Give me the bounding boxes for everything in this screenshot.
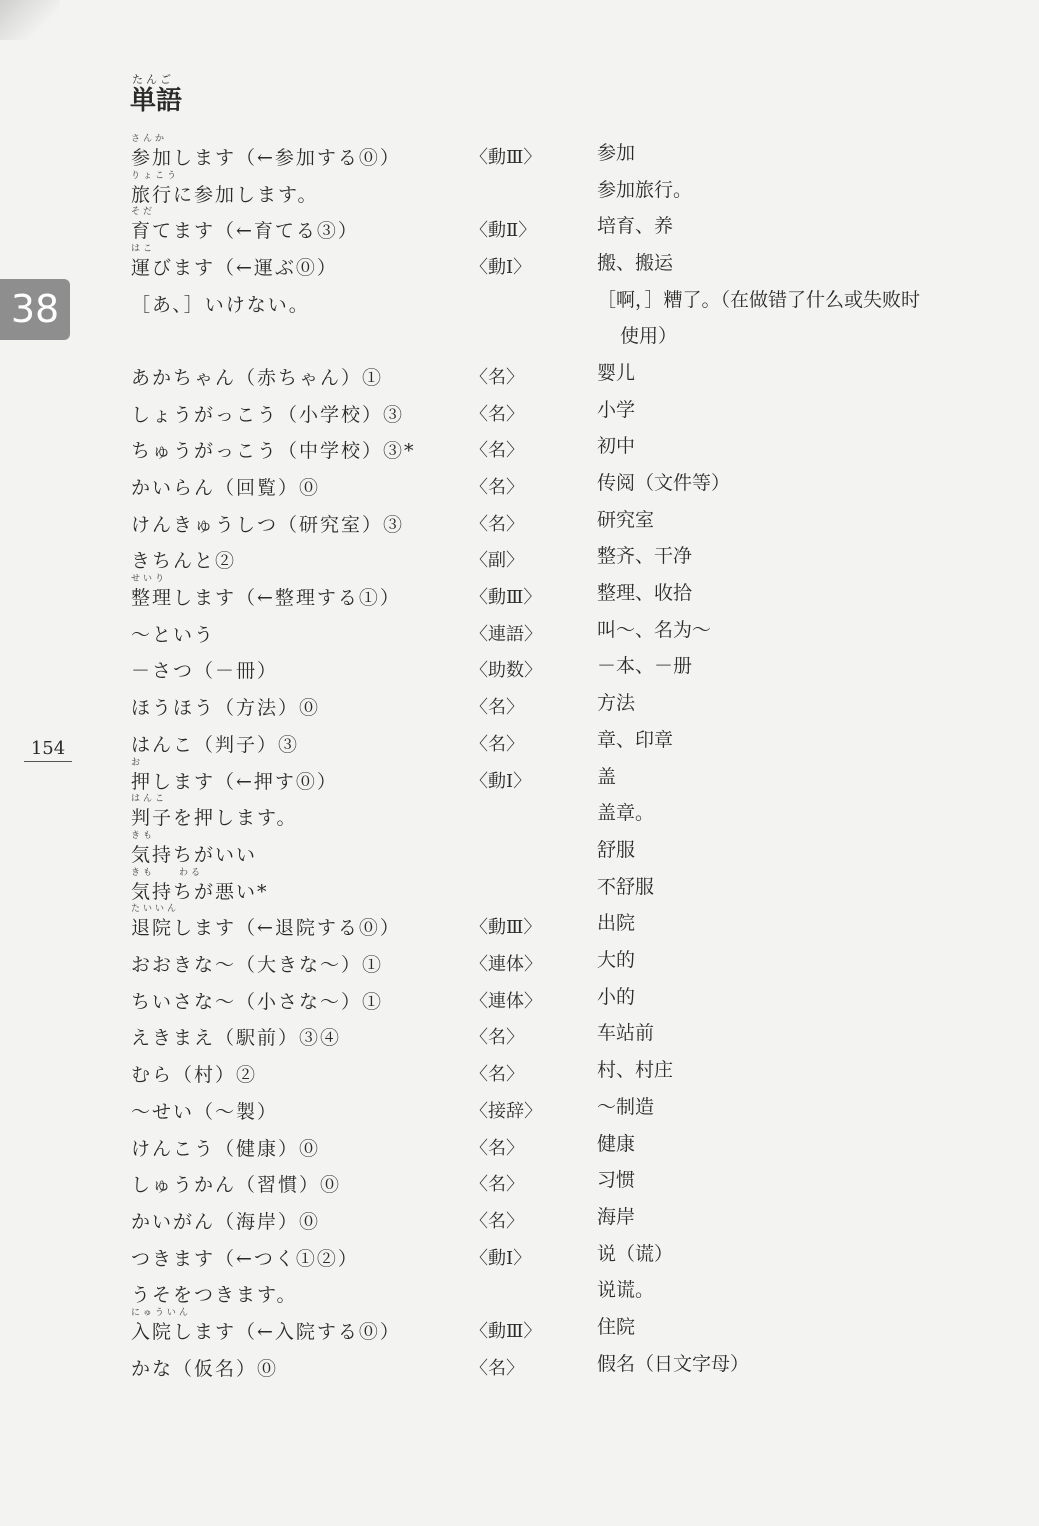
vocab-japanese: 旅行に参加します。 — [131, 183, 319, 206]
vocab-part-of-speech: 〈動Ⅱ〉 — [470, 220, 537, 242]
vocab-japanese: けんきゅうしつ（研究室）③ — [131, 513, 405, 536]
vocab-row — [0, 981, 1039, 1018]
vocab-japanese: 気持ちが悪い* — [131, 880, 269, 903]
vocab-row — [0, 944, 1039, 981]
vocab-japanese: おおきな～（大きな～）① — [131, 954, 384, 976]
vocab-part-of-speech: 〈副〉 — [470, 550, 524, 572]
vocab-chinese: 不舒服 — [597, 875, 655, 898]
vocab-part-of-speech: 〈連体〉 — [470, 954, 542, 975]
vocab-japanese: ちいさな～（小さな～）① — [131, 990, 384, 1013]
vocab-chinese: 培育、养 — [597, 215, 674, 238]
vocab-row — [0, 1017, 1039, 1054]
vocab-part-of-speech: 〈名〉 — [470, 476, 524, 498]
vocab-part-of-speech: 〈名〉 — [470, 1064, 524, 1086]
vocab-japanese: 育てます（←育てる③） — [131, 220, 359, 243]
vocab-chinese: 健康 — [597, 1132, 636, 1155]
vocab-part-of-speech: 〈名〉 — [470, 1137, 524, 1159]
heading-furigana: たんご — [132, 73, 174, 86]
vocab-japanese: 気持ちがいい — [131, 843, 258, 866]
vocab-chinese: 出院 — [597, 912, 636, 935]
vocab-part-of-speech: 〈名〉 — [470, 1174, 524, 1196]
vocab-furigana: お — [131, 757, 144, 768]
vocab-japanese: むら（村）② — [131, 1064, 258, 1087]
vocab-japanese: ほうほう（方法）⓪ — [131, 697, 321, 720]
vocab-chinese: 住院 — [597, 1316, 636, 1338]
vocab-row — [0, 1128, 1039, 1165]
heading-title: 単語 — [130, 86, 183, 116]
vocab-part-of-speech: 〈名〉 — [470, 403, 524, 425]
vocab-chinese: 小学 — [597, 398, 636, 421]
vocab-row — [0, 357, 1039, 394]
vocab-part-of-speech: 〈動Ⅲ〉 — [470, 587, 542, 608]
vocab-chinese: ～制造 — [597, 1095, 655, 1118]
vocab-part-of-speech: 〈助数〉 — [470, 660, 542, 682]
vocab-chinese: 搬、搬运 — [597, 252, 674, 275]
vocab-japanese: きちんと② — [131, 550, 237, 573]
page-corner-shade — [0, 0, 60, 40]
vocab-row — [0, 794, 1039, 834]
vocab-chinese: 说谎。 — [597, 1279, 655, 1302]
vocab-row — [0, 1238, 1039, 1275]
vocab-row — [0, 904, 1039, 944]
vocab-chinese: 整理、收拾 — [597, 582, 693, 604]
vocab-japanese: えきまえ（駅前）③④ — [131, 1027, 342, 1050]
vocab-row — [0, 1091, 1039, 1128]
vocab-japanese: あかちゃん（赤ちゃん）① — [131, 366, 384, 389]
vocab-japanese: 整理します（←整理する①） — [131, 587, 401, 609]
vocab-chinese: 章、印章 — [597, 728, 674, 751]
vocab-japanese: 運びます（←運ぶ⓪） — [131, 257, 338, 280]
vocab-chinese: 大的 — [597, 949, 636, 971]
vocab-furigana: たいいん — [131, 904, 180, 915]
vocab-furigana: きも わる — [131, 867, 204, 878]
vocab-row — [0, 430, 1039, 467]
vocab-japanese: 押します（←押す⓪） — [131, 770, 338, 793]
vocab-chinese: 村、村庄 — [597, 1059, 674, 1082]
vocab-row — [0, 284, 1039, 347]
vocab-chinese: ［啊，］糟了。（在做错了什么或失败时 — [597, 288, 921, 311]
vocab-japanese: 判子を押します。 — [131, 807, 298, 830]
vocab-furigana: さんか — [131, 134, 168, 144]
vocab-part-of-speech: 〈名〉 — [470, 1210, 524, 1232]
vocab-row — [0, 467, 1039, 504]
vocab-part-of-speech: 〈動Ⅰ〉 — [470, 1247, 532, 1269]
vocab-part-of-speech: 〈動Ⅲ〉 — [470, 1321, 542, 1342]
vocab-part-of-speech: 〈名〉 — [470, 1357, 524, 1379]
vocab-furigana: はんこ — [131, 794, 168, 805]
vocab-part-of-speech: 〈名〉 — [470, 440, 524, 462]
vocab-chinese: 假名（日文字母） — [597, 1352, 750, 1375]
vocab-row — [0, 724, 1039, 761]
vocab-japanese: かな（仮名）⓪ — [131, 1357, 279, 1380]
vocab-japanese: ちゅうがっこう（中学校）③* — [131, 440, 416, 463]
vocab-part-of-speech: 〈名〉 — [470, 697, 524, 719]
vocab-row — [0, 207, 1039, 247]
vocab-row — [0, 394, 1039, 431]
vocab-japanese: うそをつきます。 — [131, 1284, 298, 1307]
vocab-row — [0, 574, 1039, 614]
vocab-japanese: 退院します（←退院する⓪） — [131, 917, 401, 940]
vocab-chinese: 研究室 — [597, 508, 655, 531]
vocab-japanese: ～という — [131, 623, 216, 646]
vocab-furigana: にゅういん — [131, 1308, 191, 1318]
vocab-chinese: 说（谎） — [597, 1242, 674, 1265]
vocab-part-of-speech: 〈動Ⅲ〉 — [470, 917, 542, 939]
vocab-part-of-speech: 〈動Ⅲ〉 — [470, 147, 542, 168]
chapter-tab: 38 — [0, 279, 70, 340]
vocab-japanese: ～せい（～製） — [131, 1100, 279, 1123]
vocab-furigana: せいり — [131, 574, 168, 584]
vocab-chinese: 整齐、干净 — [597, 545, 693, 568]
vocab-row — [0, 244, 1039, 284]
vocab-chinese: 传阅（文件等） — [597, 471, 731, 494]
vocab-part-of-speech: 〈接辞〉 — [470, 1100, 542, 1122]
vocab-japanese: はんこ（判子）③ — [131, 733, 300, 756]
vocab-row — [0, 170, 1039, 211]
vocab-japanese: かいらん（回覧）⓪ — [131, 476, 321, 499]
vocab-row — [0, 504, 1039, 541]
vocab-part-of-speech: 〈連語〉 — [470, 623, 542, 645]
vocab-chinese: 参加 — [597, 142, 636, 164]
vocab-japanese: しゅうかん（習慣）⓪ — [131, 1174, 342, 1197]
vocab-part-of-speech: 〈名〉 — [470, 366, 524, 388]
vocab-japanese: けんこう（健康）⓪ — [131, 1137, 321, 1160]
vocab-part-of-speech: 〈名〉 — [470, 1027, 524, 1049]
section-heading — [130, 74, 182, 116]
vocab-furigana: きも — [131, 830, 156, 841]
vocab-row — [0, 614, 1039, 651]
vocab-japanese: ［あ、］いけない。 — [131, 293, 310, 316]
vocab-chinese: 盖章。 — [597, 802, 655, 825]
vocab-chinese: 小的 — [597, 985, 636, 1008]
vocab-part-of-speech: 〈動Ⅰ〉 — [470, 257, 532, 279]
vocab-row — [0, 1201, 1039, 1238]
vocab-chinese: 盖 — [597, 765, 617, 788]
vocab-japanese: つきます（←つく①②） — [131, 1247, 359, 1270]
vocab-japanese: 参加します（←参加する⓪） — [131, 147, 401, 169]
vocab-furigana: はこ — [131, 244, 156, 255]
vocab-chinese: 舒服 — [597, 838, 636, 861]
vocab-chinese: 习惯 — [597, 1169, 636, 1192]
vocab-chinese: 初中 — [597, 435, 636, 458]
vocab-chinese: 婴儿 — [597, 361, 636, 384]
vocab-row — [0, 1308, 1039, 1348]
vocab-chinese: 叫～、名为～ — [597, 618, 712, 641]
vocab-furigana: りょこう — [131, 170, 180, 181]
vocab-part-of-speech: 〈連体〉 — [470, 990, 542, 1012]
vocab-japanese: しょうがっこう（小学校）③ — [131, 403, 405, 426]
vocab-japanese: 入院します（←入院する⓪） — [131, 1321, 401, 1343]
vocab-part-of-speech: 〈名〉 — [470, 513, 524, 535]
vocab-row — [0, 687, 1039, 724]
page-number: 154 — [24, 738, 72, 762]
vocab-row — [0, 650, 1039, 687]
vocab-chinese: 车站前 — [597, 1022, 655, 1045]
vocab-row — [0, 1054, 1039, 1091]
vocab-chinese-continued: 使用） — [620, 324, 678, 347]
vocab-chinese: －本、－册 — [597, 655, 693, 678]
vocab-row — [0, 1164, 1039, 1201]
vocab-part-of-speech: 〈動Ⅰ〉 — [470, 770, 532, 792]
vocab-chinese: 方法 — [597, 692, 636, 715]
vocab-japanese: －さつ（－冊） — [131, 660, 279, 683]
vocab-furigana: そだ — [131, 207, 156, 218]
vocab-japanese: かいがん（海岸）⓪ — [131, 1210, 321, 1233]
vocab-chinese: 参加旅行。 — [597, 178, 693, 201]
vocab-chinese: 海岸 — [597, 1205, 636, 1228]
vocab-part-of-speech: 〈名〉 — [470, 733, 524, 755]
vocab-row — [0, 1348, 1039, 1385]
